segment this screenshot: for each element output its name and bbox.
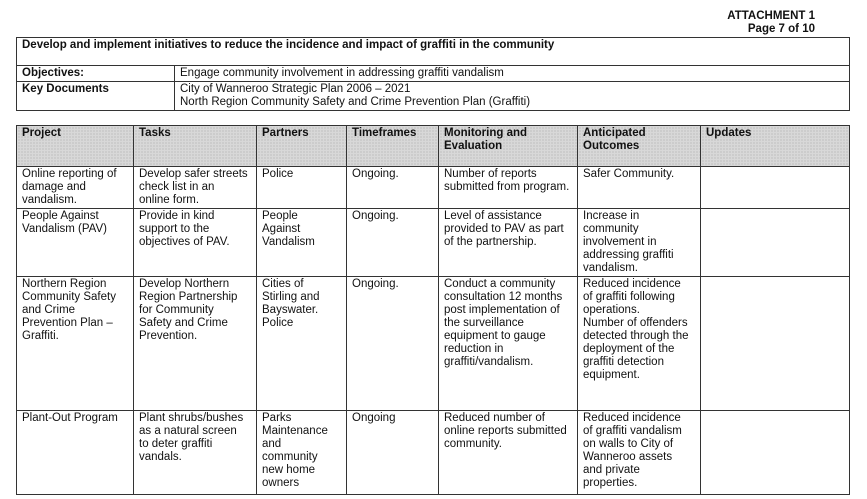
initiatives-table: [16, 125, 850, 495]
table-cell: [701, 209, 850, 277]
table-cell: People Against Vandalism (PAV): [17, 209, 134, 277]
table-cell: Conduct a community consultation 12 months post implementation of the surveillance equipment to gauge reduction in graffiti/vandalism.: [439, 277, 578, 411]
table-cell: Plant shrubs/bushes as a natural screen to deter graffiti vandals.: [134, 411, 257, 495]
column-header: Tasks: [134, 126, 257, 167]
column-header: Updates: [701, 126, 850, 167]
table-cell: Level of assistance provided to PAV as part of the partnership.: [439, 209, 578, 277]
page-number: Page 7 of 10: [747, 23, 815, 35]
table-cell: Provide in kind support to the objectives of PAV.: [134, 209, 257, 277]
table-cell: Develop Northern Region Partnership for Community Safety and Crime Prevention.: [134, 277, 257, 411]
table-cell: Ongoing.: [347, 209, 439, 277]
column-header: Project: [17, 126, 134, 167]
table-cell: [701, 411, 850, 495]
table-row: [17, 209, 850, 277]
key-documents-label: Key Documents: [17, 82, 175, 111]
table-cell: [701, 167, 850, 209]
table-cell: Number of reports submitted from program.: [439, 167, 578, 209]
summary-table: [16, 37, 850, 111]
attachment-header: [727, 10, 815, 36]
document-title: Develop and implement initiatives to reduce the incidence and impact of graffiti in the community: [17, 38, 850, 66]
table-cell: Northern Region Community Safety and Crime Prevention Plan – Graffiti.: [17, 277, 134, 411]
table-cell: Reduced number of online reports submitted community.: [439, 411, 578, 495]
column-header: Timeframes: [347, 126, 439, 167]
table-cell: Develop safer streets check list in an online form.: [134, 167, 257, 209]
table-cell: People Against Vandalism: [257, 209, 347, 277]
key-document-2: North Region Community Safety and Crime Prevention Plan (Graffiti): [180, 96, 531, 108]
table-cell: Plant-Out Program: [17, 411, 134, 495]
table-row: [17, 277, 850, 411]
table-row: [17, 167, 850, 209]
table-cell: Reduced incidence of graffiti following operations. Number of offenders detected through the deployment of the graffiti detection equipment.: [578, 277, 701, 411]
attachment-label: ATTACHMENT 1: [727, 10, 815, 22]
table-cell: Cities of Stirling and Bayswater. Police: [257, 277, 347, 411]
objectives-value: Engage community involvement in addressing graffiti vandalism: [175, 66, 850, 82]
table-cell: Parks Maintenance and community new home owners: [257, 411, 347, 495]
table-cell: Ongoing.: [347, 277, 439, 411]
table-cell: Ongoing.: [347, 167, 439, 209]
column-header: Anticipated Outcomes: [578, 126, 701, 167]
table-cell: Police: [257, 167, 347, 209]
table-cell: [701, 277, 850, 411]
objectives-label: Objectives:: [17, 66, 175, 82]
table-cell: Reduced incidence of graffiti vandalism on walls to City of Wanneroo assets and private properties.: [578, 411, 701, 495]
table-cell: Increase in community involvement in addressing graffiti vandalism.: [578, 209, 701, 277]
table-cell: Safer Community.: [578, 167, 701, 209]
table-cell: Ongoing: [347, 411, 439, 495]
key-documents-value: [175, 82, 850, 111]
table-row: [17, 411, 850, 495]
table-cell: Online reporting of damage and vandalism.: [17, 167, 134, 209]
column-header: Partners: [257, 126, 347, 167]
column-header: Monitoring and Evaluation: [439, 126, 578, 167]
key-document-1: City of Wanneroo Strategic Plan 2006 – 2021: [180, 83, 411, 95]
